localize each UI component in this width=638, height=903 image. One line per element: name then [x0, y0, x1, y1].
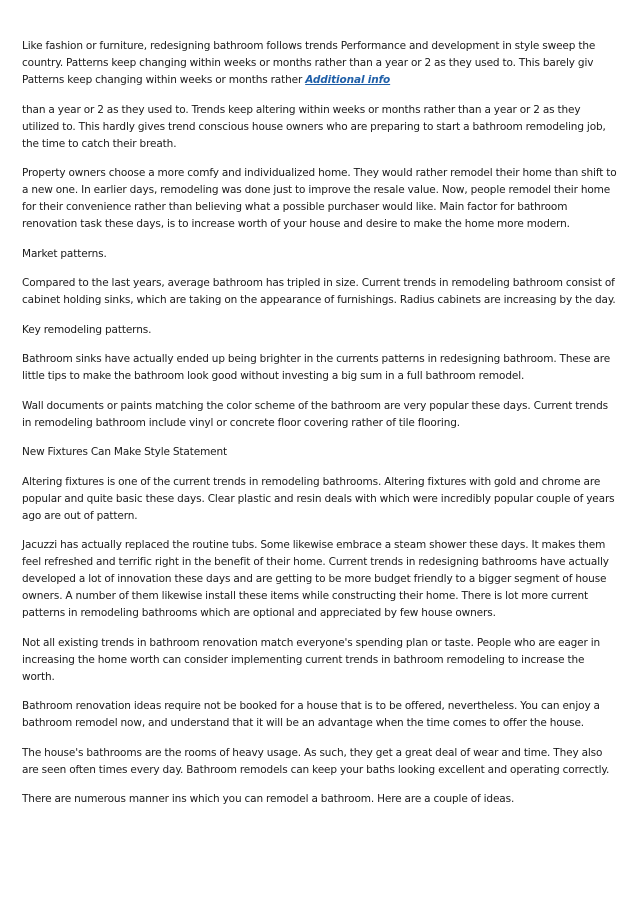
paragraph-intro [22, 38, 618, 89]
paragraph: Not all existing trends in bathroom renovation match everyone's spending plan or taste. People who are eager in increasing the home worth can consider implementing current trends in bathroom remodeling to increase the worth. [22, 636, 601, 683]
paragraph: Bathroom renovation ideas require not be booked for a house that is to be offered, nevertheless. You can enjoy a bathroom remodel now, and understand that it will be an advantage when the time comes to offer the house. [22, 700, 600, 729]
paragraph: The house's bathrooms are the rooms of heavy usage. As such, they get a great deal of wear and time. They also are seen often times every day. Bathroom remodels can keep your baths looking excellent and operating correctly. [22, 746, 610, 776]
paragraph: There are numerous manner ins which you can remodel a bathroom. Here are a couple of ideas. [22, 793, 515, 805]
paragraph: Bathroom sinks have actually ended up being brighter in the currents patterns in redesigning bathroom. These are little tips to make the bathroom look good without investing a big sum in a full bathroom remodel. [22, 353, 611, 382]
paragraph-text: Like fashion or furniture, redesigning bathroom follows trends Performance and development in style sweep the country. Patterns keep changing within weeks or months rather than a year or 2 as they used to. This barely giv Patterns keep changing within weeks or months rather [22, 40, 596, 86]
paragraph: Compared to the last years, average bathroom has tripled in size. Current trends in remodeling bathroom consist of cabinet holding sinks, which are taking on the appearance of furnishings. Radius cabinets are increasing by the day. [22, 277, 616, 306]
paragraph: Wall documents or paints matching the color scheme of the bathroom are very popular these days. Current trends in remodeling bathroom include vinyl or concrete floor covering rather of tile flooring. [22, 399, 608, 429]
additional-info-link[interactable]: Additional info [305, 74, 391, 86]
section-heading: New Fixtures Can Make Style Statement [22, 446, 228, 458]
paragraph: Property owners choose a more comfy and individualized home. They would rather remodel their home than shift to a new one. In earlier days, remodeling was done just to improve the resale value. Now, people remodel their home for their convenience rather than believing what a possible purchaser would like. Main factor for bathroom renovation task these days, is to increase worth of your house and desire to make the home more modern. [22, 167, 617, 230]
paragraph: Altering fixtures is one of the current trends in remodeling bathrooms. Altering fixtures with gold and chrome are popular and quite basic these days. Clear plastic and resin deals with which were incredibly popular couple of years ago are out of pattern. [22, 475, 615, 522]
paragraph: Jacuzzi has actually replaced the routine tubs. Some likewise embrace a steam shower these days. It makes them feel refreshed and terrific right in the benefit of their home. Current trends in redesigning bathrooms have actually developed a lot of innovation these days and are getting to be more budget friendly to a bigger segment of house owners. A number of them likewise install these items while constructing their home. There is lot more current patterns in remodeling bathrooms which are optional and appreciated by few house owners. [22, 539, 609, 619]
section-heading: Market patterns. [22, 247, 107, 260]
document-page [22, 38, 618, 821]
paragraph: than a year or 2 as they used to. Trends keep altering within weeks or months rather than a year or 2 as they utilized to. This hardly gives trend conscious house owners who are preparing to start a bathroom remodeling job, the time to catch their breath. [22, 103, 606, 150]
section-heading: Key remodeling patterns. [22, 323, 152, 336]
